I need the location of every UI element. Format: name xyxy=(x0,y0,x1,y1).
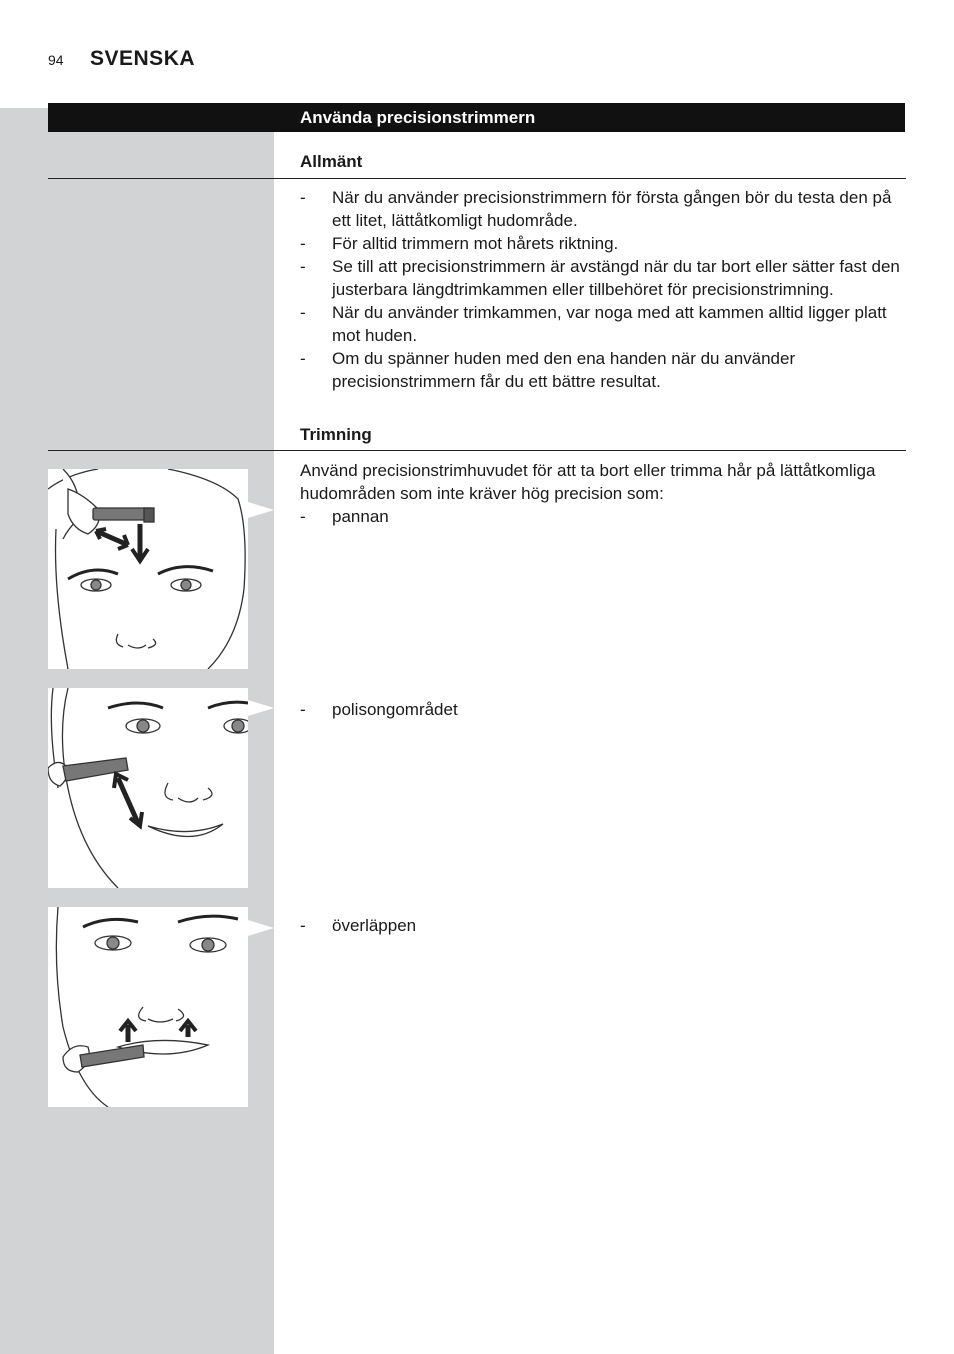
figure-pointer xyxy=(248,700,274,716)
general-divider xyxy=(48,178,906,179)
figure-pointer xyxy=(248,502,274,518)
bullet-dash: - xyxy=(300,507,306,526)
bullet-dash: - xyxy=(300,916,306,935)
trim-area-label: pannan xyxy=(332,507,389,526)
list-item: - För alltid trimmern mot hårets riktning. xyxy=(300,232,900,255)
general-list xyxy=(300,186,900,393)
list-item: - När du använder trimkammen, var noga med att kammen alltid ligger platt mot huden. xyxy=(300,301,900,347)
trim-area-label: polisongområdet xyxy=(332,700,458,719)
trimming-heading: Trimning xyxy=(300,425,372,444)
trimming-divider xyxy=(48,450,906,451)
list-item: - Om du spänner huden med den ena handen när du använder precisionstrimmern får du ett bättre resultat. xyxy=(300,347,900,393)
list-item: - Se till att precisionstrimmern är avstängd när du tar bort eller sätter fast den justerbara längdtrimkammen eller tillbehöret för precisionstrimning. xyxy=(300,255,900,301)
trimming-intro: Använd precisionstrimhuvudet för att ta bort eller trimma hår på lättåtkomliga hudområden som inte kräver hög precision som: xyxy=(300,461,876,503)
general-heading: Allmänt xyxy=(300,152,363,171)
forehead-trimming-illustration-icon xyxy=(48,469,248,669)
sideburn-trimming-illustration-icon xyxy=(48,688,248,888)
figure-pointer xyxy=(248,920,274,936)
bullet-dash: - xyxy=(300,700,306,719)
trim-area-label: överläppen xyxy=(332,916,417,935)
section-title-bar xyxy=(48,103,905,132)
language-heading: SVENSKA xyxy=(90,47,196,70)
upper-lip-trimming-illustration-icon xyxy=(48,907,248,1107)
page-number: 94 xyxy=(48,52,64,68)
section-title: Använda precisionstrimmern xyxy=(300,108,536,127)
list-item: - När du använder precisionstrimmern för första gången bör du testa den på ett litet, lättåtkomligt hudområde. xyxy=(300,186,900,232)
